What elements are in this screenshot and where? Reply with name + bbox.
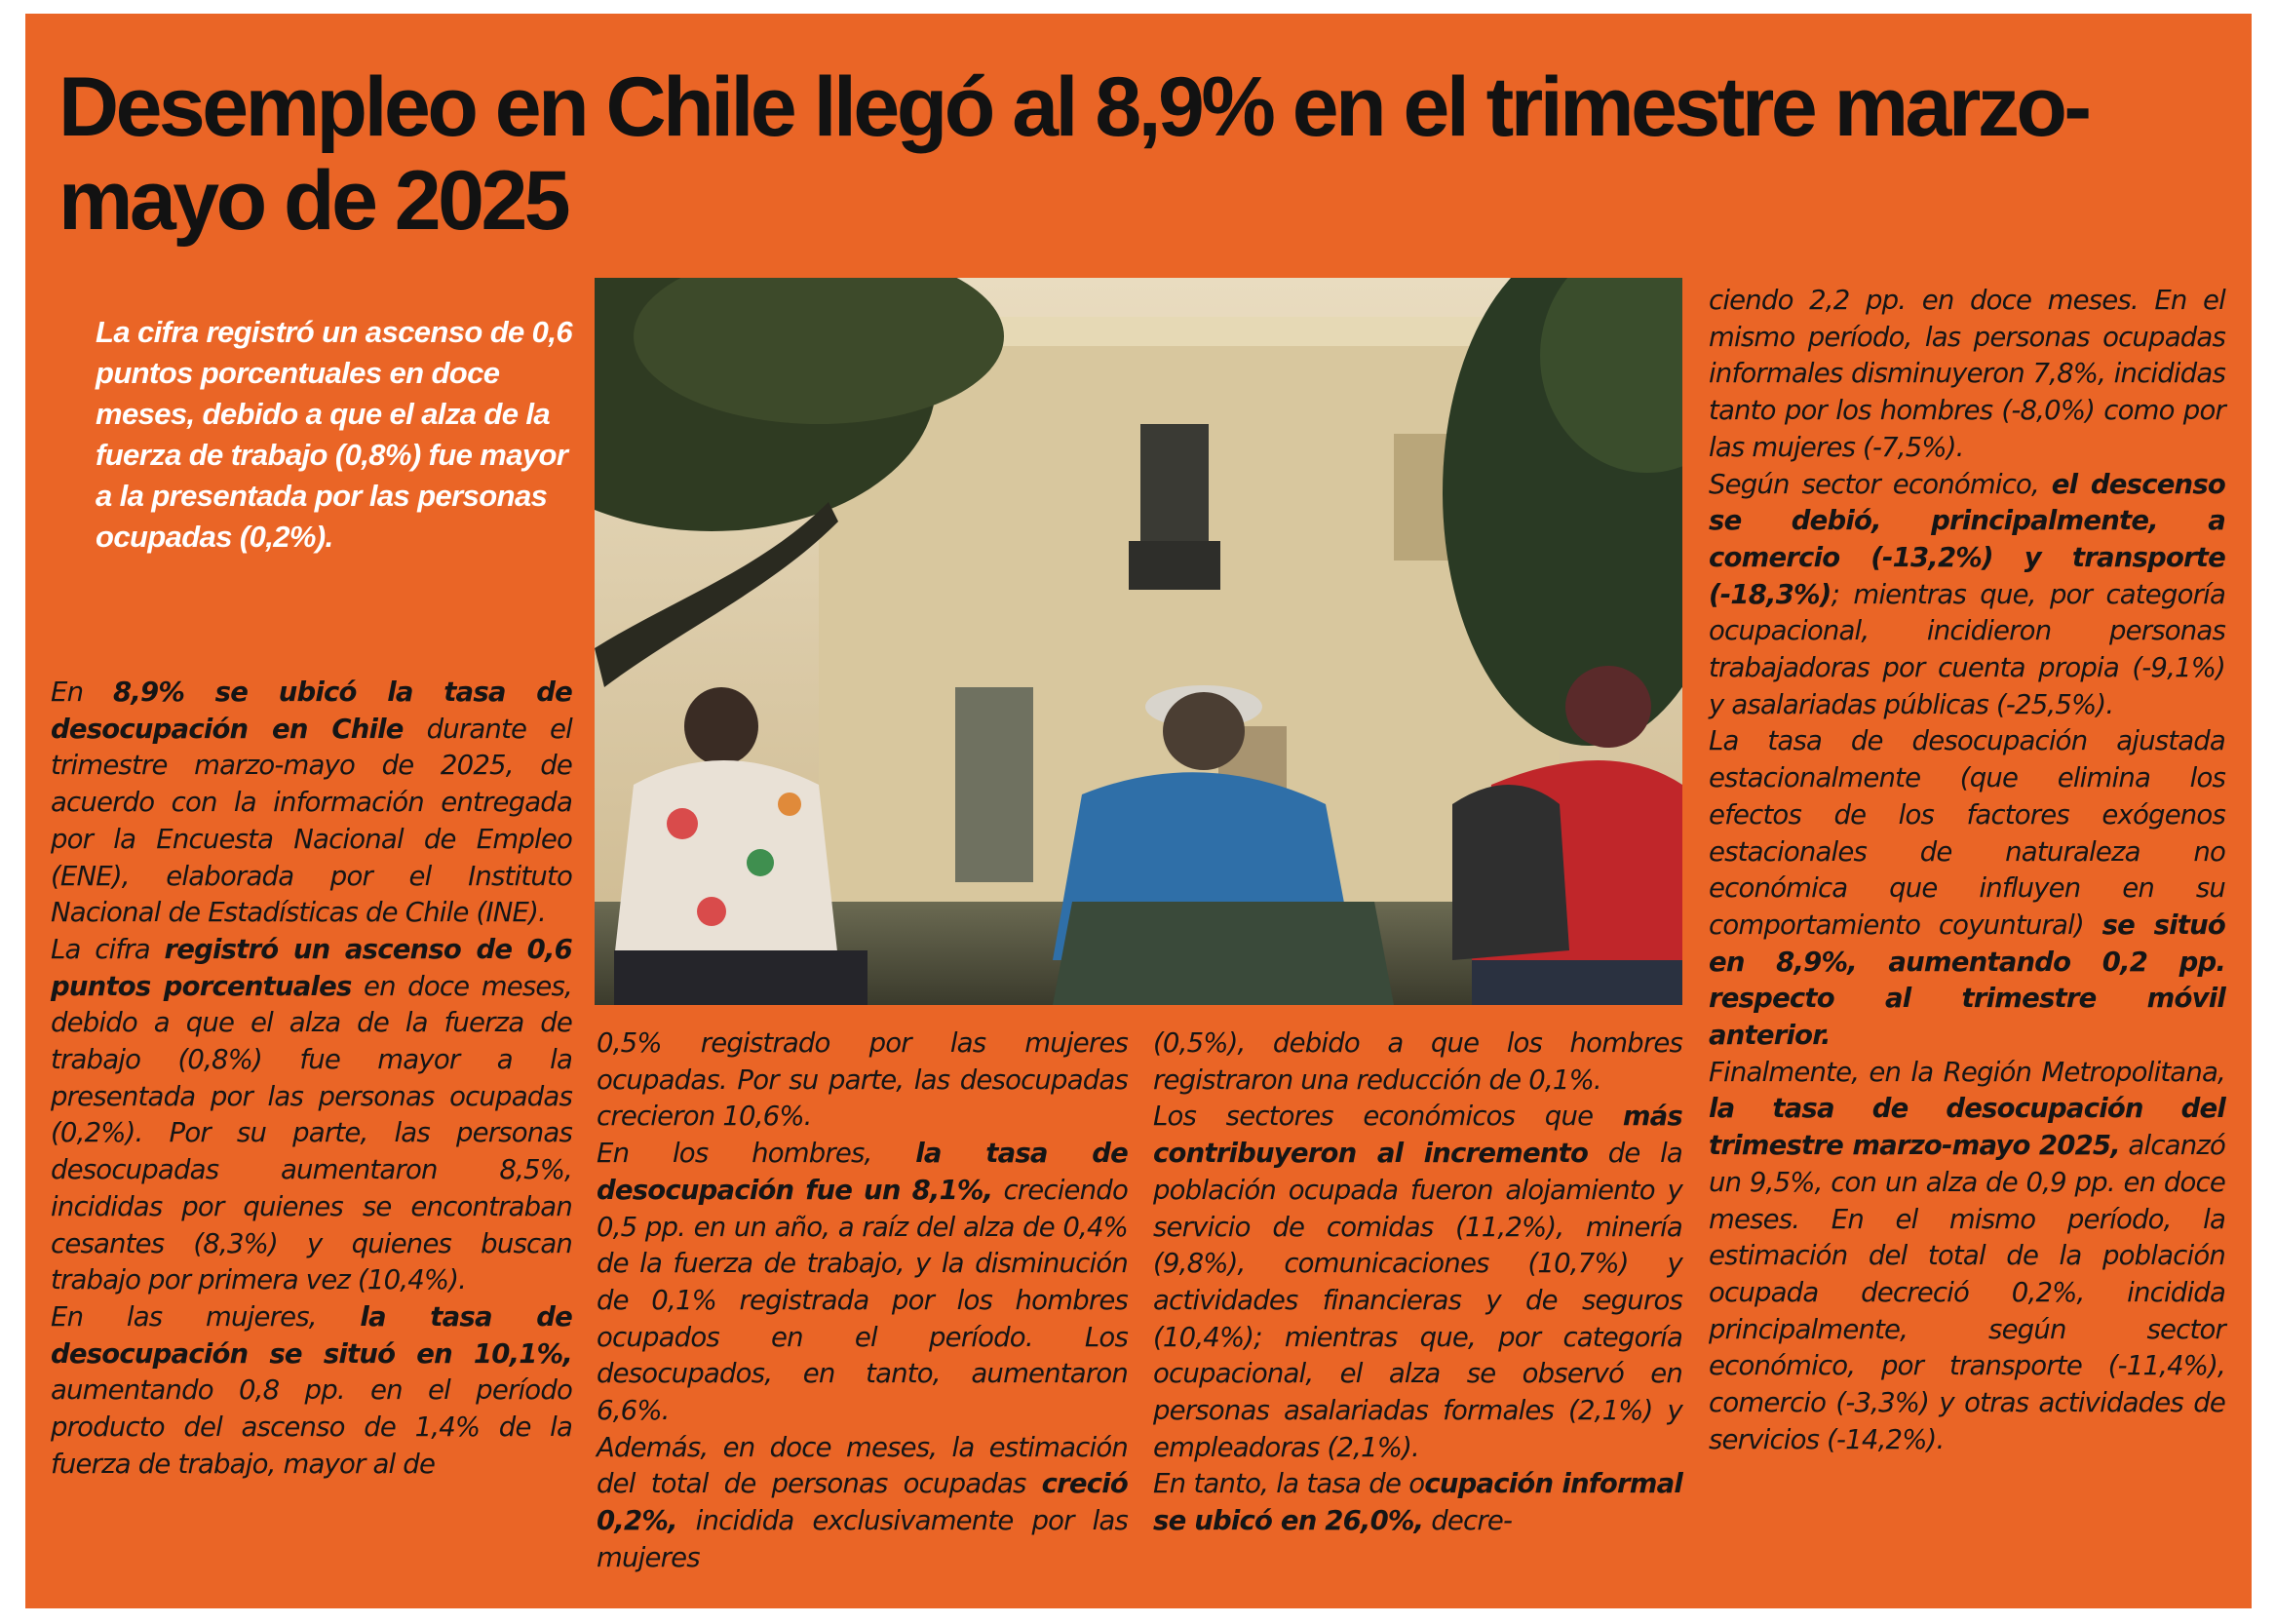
photo-illustration (595, 278, 1682, 1005)
people-sitting-in-park-photo (595, 278, 1682, 1005)
lead-summary: La cifra registró un ascenso de 0,6 puntos porcentuales en doce meses, debido a que el alza de la fuerza de trabajo (0,8%) fue mayor a la presentada por las personas ocupadas (0,2%). (96, 315, 572, 554)
paragraph: Finalmente, en la Región Metropolitana, la tasa de desocupación del trimestre marzo-mayo 2025, alcanzó un 9,5%, con un alza de 0,9 pp. en doce meses. En el mismo período, la estimación del total de la población ocupada decreció 0,2%, incidida principalmente, según sector económico, por transporte (-11,4%), comercio (-3,3%) y otras actividades de servicios (-14,2%). (1709, 1056, 2225, 1455)
paragraph: La tasa de desocupación ajustada estacionalmente (que elimina los efectos de los factores exógenos estacionales de naturaleza no económica que influyen en su comportamiento coyuntural) se situó en 8,9%, aumentando 0,2 pp. respecto al trimestre móvil anterior. (1709, 725, 2225, 1052)
body-column-4 (1709, 283, 2225, 1459)
body-column-2 (597, 1025, 1128, 1577)
article-panel (25, 14, 2252, 1608)
paragraph: En 8,9% se ubicó la tasa de desocupación en Chile durante el trimestre marzo-mayo de 2025, de acuerdo con la información entregada por la Encuesta Nacional de Empleo (ENE), elaborada por el Instituto Nacional de Estadísticas de Chile (INE). (51, 677, 572, 929)
paragraph: En los hombres, la tasa de desocupación fue un 8,1%, creciendo 0,5 pp. en un año, a raíz del alza de 0,4% de la fuerza de trabajo, y la disminución de 0,1% registrada por los hombres ocupados en el período. Los desocupados, en tanto, aumentaron 6,6%. (597, 1138, 1128, 1427)
paragraph: ciendo 2,2 pp. en doce meses. En el mismo período, las personas ocupadas informales disminuyeron 7,8%, incididas tanto por los hombres (-8,0%) como por las mujeres (-7,5%). (1709, 285, 2225, 463)
body-column-3 (1153, 1025, 1682, 1540)
paragraph: 0,5% registrado por las mujeres ocupadas. Por su parte, las desocupadas crecieron 10,6%. (597, 1027, 1128, 1133)
paragraph: Además, en doce meses, la estimación del total de personas ocupadas creció 0,2%, incidida exclusivamente por las mujeres (597, 1431, 1128, 1573)
headline: Desempleo en Chile llegó al 8,9% en el trimestre marzo-mayo de 2025 (58, 60, 2089, 248)
body-column-1 (51, 675, 572, 1483)
paragraph: La cifra registró un ascenso de 0,6 puntos porcentuales en doce meses, debido a que el alza de la fuerza de trabajo (0,8%) fue mayor a la presentada por las personas ocupadas (0,2%). Por su parte, las personas desocupadas aumentaron 8,5%, incididas por quienes se encontraban cesantes (8,3%) y quienes buscan trabajo por primera vez (10,4%). (51, 933, 572, 1296)
paragraph: En las mujeres, la tasa de desocupación se situó en 10,1%, aumentando 0,8 pp. en el período producto del ascenso de 1,4% de la fuerza de trabajo, mayor al de (51, 1300, 572, 1480)
paragraph: (0,5%), debido a que los hombres registraron una reducción de 0,1%. (1153, 1027, 1682, 1096)
paragraph: En tanto, la tasa de ocupación informal se ubicó en 26,0%, decre- (1153, 1468, 1682, 1537)
paragraph: Los sectores económicos que más contribuyeron al incremento de la población ocupada fueron alojamiento y servicio de comidas (11,2%), minería (9,8%), comunicaciones (10,7%) y actividades financieras y de seguros (10,4%); mientras que, por categoría ocupacional, el alza se observó en personas asalariadas formales (2,1%) y empleadoras (2,1%). (1153, 1101, 1682, 1463)
paragraph: Según sector económico, el descenso se debió, principalmente, a comercio (-13,2%) y transporte (-18,3%); mientras que, por categoría ocupacional, incidieron personas trabajadoras por cuenta propia (-9,1%) y asalariadas públicas (-25,5%). (1709, 468, 2225, 720)
